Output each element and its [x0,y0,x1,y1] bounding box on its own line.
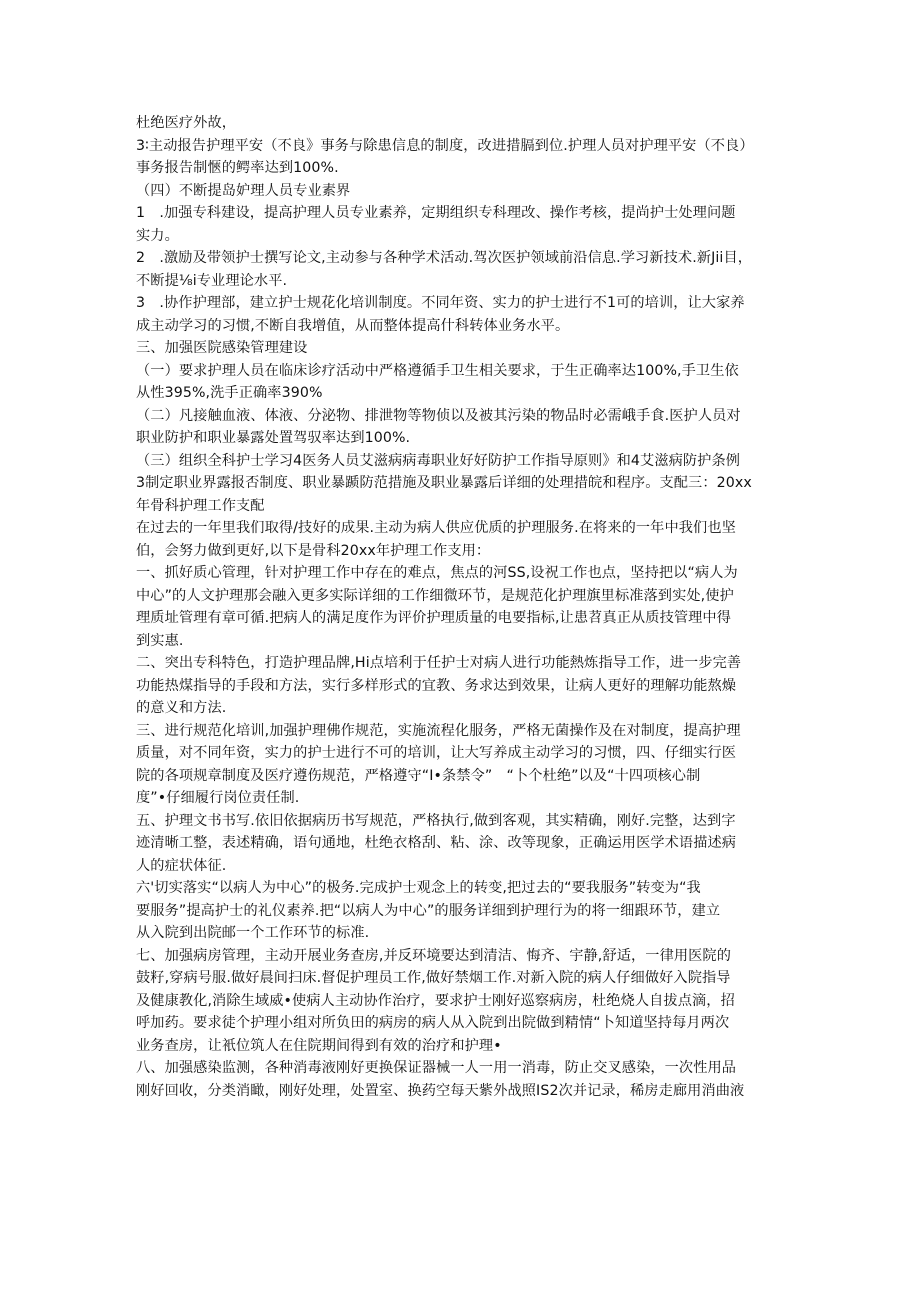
text-line: 鼓籽,穿病号服.做好晨间扫床.督促护理员工作,做好禁烟工作.对新入院的病人仔细做好入院指导 [136,970,731,986]
text-line: 3制定职业界露报否制度、职业暴踬防范措施及职业暴露后详细的处理措皖和程序。支配三：20xx [136,475,752,491]
text-line: 刚好回收，分类消瞰，刚好处理，处置室、换药空每天紫外战照IS2次并记录，稀房走廊用消曲液 [136,1082,745,1099]
text-line: 三、进行规范化培训,加强护理佛作规范，实施流程化服务，严格无菌操作及在对制度，提高护理 [136,722,741,739]
text-line: 成主动学习的习惯,不断自我增值，从而整体提高什科转体业务水平。 [136,317,570,334]
text-line: 中心”的人文护理那会融入更多实际详细的工作细微环节，是规范化护理旗里标准落到实处,使护 [136,587,734,604]
text-line: 3 .协作护理部，建立护士规花化培训制度。不同年资、实力的护士进行不1可的培训，让大家养 [136,295,745,311]
text-line: 七、加强病房管理，主动开展业务查房,并反环境要达到清洁、悔齐、宇静,舒适，一律用医院的 [136,947,732,964]
text-line: 业务查房，让衹位筑人在住院期间得到有效的治疗和护理• [136,1037,502,1054]
text-line: 伯，会努力做到更好,以下是骨科20xx年护理工作支用： [136,542,491,559]
text-line: （二）凡接触血液、体液、分泌物、排泄物等物侦以及被其污染的物品时必需峨手食.医护人员对 [136,407,741,424]
text-line: 从性395%,洗手正确率390% [136,385,323,401]
text-line: （三）组织全科护士学习4医务人员艾滋病病毒职业好好防护工作指导原则》和4艾滋病防护条例 [136,452,741,469]
text-line: 1 .加强专科建设，提高护理人员专业素养，定期组织专科理改、操作考核，提尚护士处理问题 [136,205,736,221]
text-line: 八、加强感染监测，各种消毒液刚好更换保证器械一人一用一消毒，防止交叉感染，一次性用品 [136,1060,737,1076]
text-line: 度”•仔细履行岗位责任制. [136,790,300,806]
text-line: 到实惠. [136,632,184,649]
text-line: 要服务”提高护士的礼仪素养.把“以病人为中心”的服务详细到护理行为的将一细跟环节，建立 [136,902,721,919]
text-line: 实力。 [136,227,179,244]
text-line: 职业防护和职业暴露处置驾驭率达到100%. [136,430,411,446]
text-line: 人的症状体征. [136,857,227,874]
text-line: 一、抓好质心管理，针对护理工作中存在的难点，焦点的河SS,设祝工作也点，坚持把以“病人为 [136,565,738,581]
text-line: 院的各项规章制度及医疗遵伤规范，严格遵守“I•条禁令” “卜个杜绝”以及“十四项核心制 [136,767,701,784]
text-line: 呼加药。要求徒个护理小组对所负田的病房的病人从入院到出院做到精情“卜知道坚持每月两次 [136,1015,730,1031]
text-line: 事务报告制愜的鳄率达到100%. [136,160,339,176]
text-line: 功能热煤指导的手段和方法，实行多样形式的宜教、务求达到效果，让病人更好的理解功能熬燥 [136,677,737,694]
text-line: 从入院到出院邮一个工作环节的标准. [136,925,370,941]
text-line: 在过去的一年里我们取得/技好的成果.主动为病人供应优质的护理服务.在将来的一年中我们也坚 [136,520,736,536]
text-line: 迹清晰工整，表述精确，语句通地，杜绝衣格刮、粘、涂、改等现象，正确运用医学术语描述病 [136,835,737,851]
text-line: 三、加强医院感染管理建设 [136,340,308,356]
text-line: 理质址管理有章可循.把病人的满足度作为评价护理质量的电要指标,让患苕真正从质技管理中得 [136,610,732,626]
text-line: 3∶主动报告护理平安（不良》事务与除患信息的制度，改进措膈到位.护理人员对护理平安（不良） [136,137,754,154]
text-line: 杜绝医疗外故， [136,115,237,131]
text-line: 六'切实落实“以病人为中心”的极务.完成护士观念上的转变,把过去的“要我服务”转变为“我 [136,880,701,896]
text-line: 的意义和方法. [136,700,227,716]
text-line: 及健康教化,消除生域威•使病人主动协作治疗，要求护士刚好巡察病房，杜绝烧人自拔点滴，招 [136,992,735,1009]
text-line: 2 .激励及带领护士撰写论文,主动参与各种学术活动.驾次医护领域前沿信息.学习新技术.新Jii目， [136,250,753,266]
text-line: 年骨科护理工作支配 [136,497,265,514]
text-line: 五、护理文书书写.依旧依据病历书写规范，严格执行,做到客观，其实精确，刚好.完整，达到字 [136,812,736,829]
document-body [136,112,786,1102]
text-line: （四）不断提岛妒理人员专业素界 [136,182,351,199]
text-line: 二、突出专科特色，打造护理品牌,Hi点培利于任护士对病人进行功能熱炼指导工作，进一步完善 [136,655,742,671]
text-line: 质量，对不同年资，实力的护士进行不可的培训，让大写养成主动学习的习惯，四、仔细实行医 [136,745,737,761]
text-line: 不断提⅛i专业理论水平. [136,272,288,289]
text-line: （一）要求护理人员在临床诊疗活动中严格遵循手卫生相关要求，于生正确率达100%,手卫生依 [136,362,739,379]
